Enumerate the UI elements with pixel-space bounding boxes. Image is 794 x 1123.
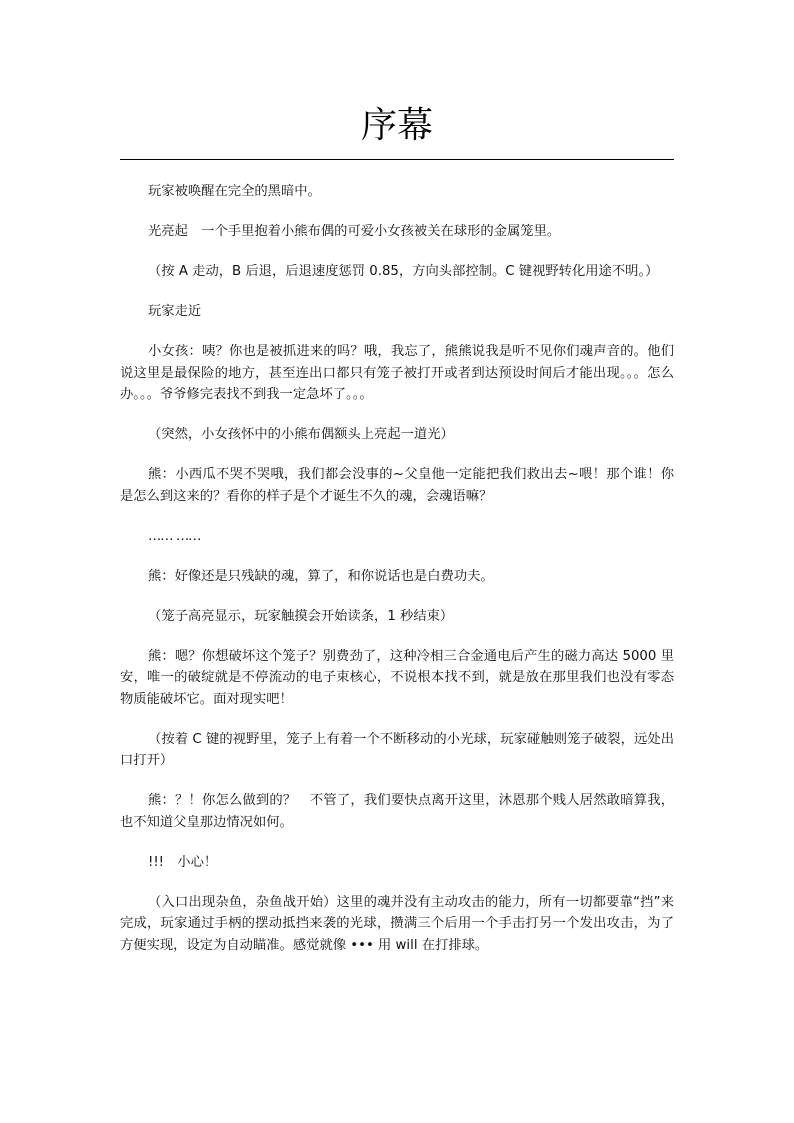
paragraph-light-on: 光亮起 一个手里抱着小熊布偶的可爱小女孩被关在球形的金属笼里。	[148, 224, 561, 239]
paragraph-bear-glow: （突然，小女孩怀中的小熊布偶额头上亮起一道光）	[148, 427, 454, 442]
paragraph-girl-dialogue: 小女孩：咦？你也是被抓进来的吗？哦，我忘了，熊熊说我是听不见你们魂声音的。他们说这里是最保险的地方，甚至连出口都只有笼子被打开或者到达预设时间后才能出现。。。怎么办。。。爷爷修完表找不到我一定急坏了。。。	[120, 344, 674, 402]
paragraph-silence: …… ……	[148, 528, 201, 544]
paragraph-battle-start: （入口出现杂鱼，杂鱼战开始）这里的魂并没有主动攻击的能力，所有一切都要靠“挡”来完成，玩家通过手柄的摆动抵挡来袭的光球，攒满三个后用一个手击打另一个发出攻击，为了方便实现，设定为自动瞄准。感觉就像 ••• 用 will 在打排球。	[120, 894, 674, 953]
paragraph-bear-dialogue-1: 熊：小西瓜不哭不哭哦，我们都会没事的~父皇他一定能把我们救出去~喂！那个谁！你是怎么到这来的？看你的样子是个才诞生不久的魂，会魂语嘛？	[120, 467, 674, 504]
paragraph-warning: !!! 小心！	[148, 854, 218, 870]
paragraph-player-approach: 玩家走近	[148, 304, 202, 319]
paragraph-bear-dialogue-2: 熊：好像还是只残缺的魂，算了，和你说话也是白费功夫。	[148, 568, 494, 584]
paragraph-controls-note: （按 A 走动，B 后退，后退速度惩罚 0.85，方向头部控制。C 键视野转化用途不明。）	[148, 264, 659, 279]
paragraph-bear-dialogue-3: 熊：嗯？你想破坏这个笼子？别费劲了，这种冷相三合金通电后产生的磁力高达 5000 里安，唯一的破绽就是不停流动的电子束核心，不说根本找不到，就是放在那里我们也没有零态物质能破坏它。面对现实吧！	[120, 648, 674, 707]
paragraph-c-key-vision: （按着 C 键的视野里，笼子上有着一个不断移动的小光球，玩家碰触则笼子破裂，远处出口打开）	[120, 731, 674, 768]
document-body	[120, 181, 674, 975]
paragraph-bear-dialogue-4: 熊：？！你怎么做到的？ 不管了，我们要快点离开这里，沐恩那个贱人居然敢暗算我，也不知道父皇那边情况如何。	[120, 793, 674, 830]
page-title: 序幕	[360, 105, 433, 146]
paragraph-awaken: 玩家被唤醒在完全的黑暗中。	[148, 184, 321, 199]
title-divider	[120, 159, 674, 160]
paragraph-cage-highlight: （笼子高亮显示，玩家触摸会开始读条，1 秒结束）	[148, 608, 454, 624]
